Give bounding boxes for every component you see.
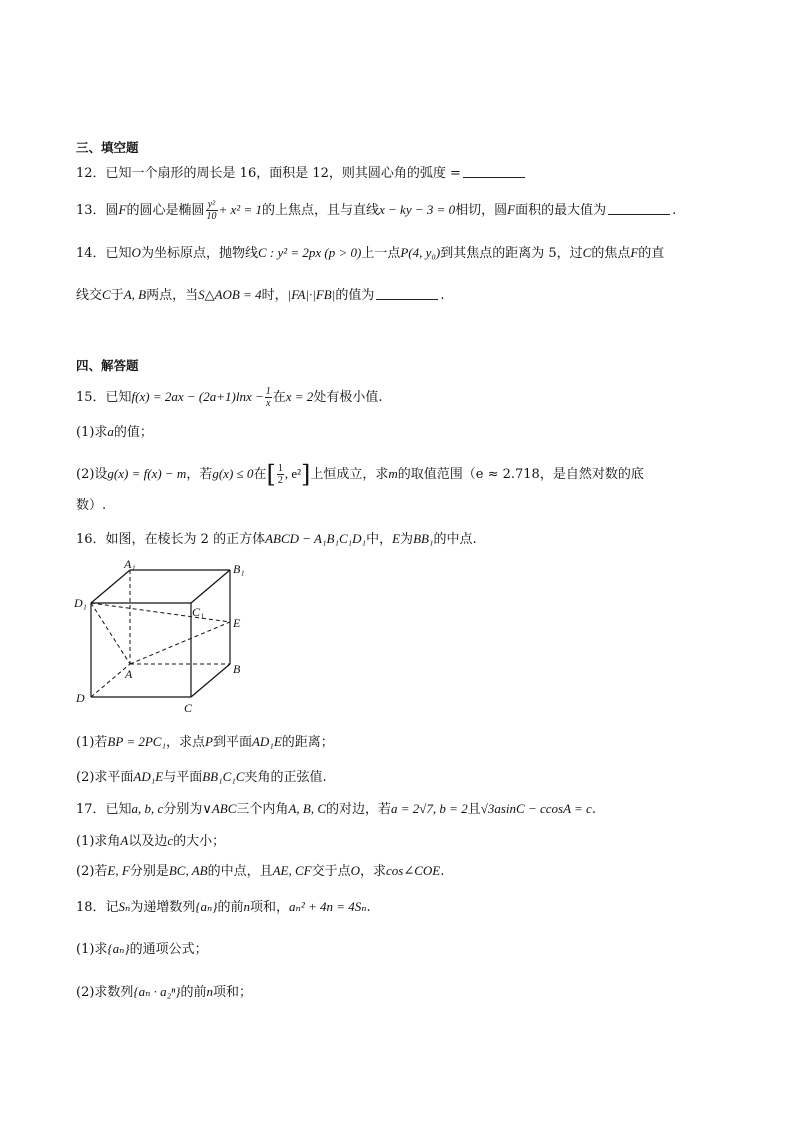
- left-bracket-icon: [: [266, 460, 276, 489]
- q17-end: .: [591, 802, 596, 817]
- q14-var-C2: C: [102, 287, 111, 302]
- q17-p1-prefix: (1)求角: [76, 834, 121, 849]
- right-bracket-icon: ]: [300, 460, 311, 489]
- edge-D1A1: [91, 570, 130, 603]
- q14-mid5: 的直: [638, 246, 665, 261]
- question-17-part1: [76, 832, 225, 851]
- question-15-part2-line2: 数）.: [76, 498, 107, 513]
- q13-tail: 面积的最大值为: [515, 203, 607, 218]
- section-title-fill-blank: 三、填空题: [76, 140, 139, 155]
- section-title-answer: 四、解答题: [76, 358, 139, 373]
- q17-triangle: ∨ABC: [202, 801, 237, 816]
- q17-mid3: 的对边，若: [326, 802, 392, 817]
- q17-p1-A: A: [120, 833, 129, 848]
- question-18-part1: [76, 940, 208, 959]
- q15-p2-mid1: ，若: [186, 467, 213, 482]
- label-C: C: [184, 701, 193, 715]
- q14-prefix: 14．已知: [76, 246, 132, 261]
- question-15: [76, 386, 382, 409]
- q16-p2-plane1: AD₁E: [133, 769, 164, 784]
- q17-p1-tail: 的大小；: [173, 834, 226, 849]
- q18-p1-prefix: (1)求: [76, 942, 108, 957]
- question-16: [76, 530, 477, 549]
- q14-var-F: F: [630, 245, 639, 260]
- question-14-line2: [76, 286, 444, 305]
- q17-p2-O: O: [350, 863, 361, 878]
- q14-area: S△AOB = 4: [198, 287, 262, 302]
- q16-p1-mid2: 到平面: [212, 735, 252, 750]
- q14-mid1: 为坐标原点，抛物线: [140, 246, 258, 261]
- q16-mid2: 为: [400, 532, 414, 547]
- q18-p1-tail: 的通项公式；: [129, 942, 208, 957]
- q17-prefix: 17．已知: [76, 802, 132, 817]
- question-15-part2: [76, 460, 644, 489]
- segment-AE: [130, 622, 230, 664]
- q14-point-P: P(4, y₀): [400, 245, 441, 260]
- question-15-part1: [76, 423, 153, 442]
- q18-p2-n: n: [206, 984, 213, 999]
- q18-seq: {aₙ}: [195, 899, 218, 914]
- q16-var-E: E: [392, 531, 401, 546]
- q13-frac-num: y²: [206, 199, 218, 211]
- q15-p2-m: m: [388, 466, 398, 481]
- q15-p2-prefix: (2)设: [76, 467, 108, 482]
- q13-line-eq: x − ky − 3 = 0: [379, 202, 456, 217]
- q16-p2-tail: 夹角的正弦值.: [244, 770, 327, 785]
- q17-p2-mid3: 交于点: [311, 864, 351, 879]
- q18-end: .: [366, 900, 371, 915]
- q13-mid1: 的圆心是椭圆: [126, 203, 205, 218]
- q17-p2-BCAB: BC, AB: [168, 863, 208, 878]
- q14-mid3: 到其焦点的距离为 5，过: [440, 246, 583, 261]
- q14-parabola: C : y² = 2px (p > 0): [257, 245, 362, 260]
- question-18-part2: [76, 983, 252, 1002]
- q13-mid2: 的上焦点，且与直线: [261, 203, 379, 218]
- label-D1: D₁: [74, 596, 87, 610]
- q15-p2-mid3: 上恒成立，求: [310, 467, 389, 482]
- q16-p1-vector-eq: BP = 2PC₁: [107, 734, 166, 749]
- q16-cube-name: ABCD − A₁B₁C₁D₁: [265, 531, 367, 546]
- q14-mid6: 于: [110, 288, 124, 303]
- q17-p2-mid4: ，求: [360, 864, 387, 879]
- q18-Sn: Sₙ: [118, 899, 131, 914]
- q15-tail: 处有极小值.: [313, 390, 383, 405]
- q18-p2-mid: 的前: [180, 985, 207, 1000]
- q15-function: f(x) = 2ax − (2a+1)lnx −: [131, 389, 264, 404]
- q17-condition: a = 2√7, b = 2: [391, 801, 468, 816]
- q14-mid8: 时，: [261, 288, 288, 303]
- q17-p2-cos: cos∠COE: [386, 863, 441, 878]
- question-17-part2: [76, 862, 444, 881]
- q18-mid2: 的前: [217, 900, 244, 915]
- edge-C1B1: [191, 570, 230, 603]
- q16-tail: 的中点.: [433, 532, 477, 547]
- q17-p2-AECF: AE, CF: [272, 863, 312, 878]
- label-D: D: [76, 691, 85, 705]
- question-13: [76, 199, 676, 222]
- answer-blank-13[interactable]: [608, 202, 670, 215]
- q17-p2-prefix: (2)若: [76, 864, 108, 879]
- question-14-line1: [76, 244, 664, 263]
- label-A1: A₁: [124, 560, 136, 571]
- q15-prefix: 15．已知: [76, 390, 132, 405]
- q14-line2-prefix: 线交: [76, 288, 103, 303]
- segment-D1A: [91, 603, 130, 664]
- q14-product: |FA|·|FB|: [287, 287, 336, 302]
- q13-end: .: [672, 203, 677, 218]
- q16-p2-prefix: (2)求平面: [76, 770, 134, 785]
- q18-mid1: 为递增数列: [130, 900, 196, 915]
- q16-edge-BB1: BB₁: [413, 531, 434, 546]
- q15-p2-int-den: 2: [277, 475, 283, 486]
- q17-sides: a, b, c: [131, 801, 164, 816]
- q17-p2-end: .: [440, 864, 445, 879]
- q18-p1-seq: {aₙ}: [107, 941, 130, 956]
- q15-p2-g: g(x) = f(x) − m: [107, 466, 187, 481]
- q15-condition: x = 2: [285, 389, 314, 404]
- q15-p2-ineq: g(x) ≤ 0: [212, 466, 254, 481]
- q18-p2-seq: {aₙ · a₂ⁿ}: [133, 984, 181, 999]
- q18-mid3: 项和，: [250, 900, 290, 915]
- q16-p1-tail: 的距离；: [281, 735, 334, 750]
- q15-p2-mid2: 在: [253, 467, 267, 482]
- q17-angles: A, B, C: [288, 801, 326, 816]
- q14-mid2: 上一点: [361, 246, 401, 261]
- q17-p2-mid2: 的中点，且: [207, 864, 273, 879]
- q12-text: 12．已知一个扇形的周长是 16，面积是 12，则其圆心角的弧度 =: [76, 166, 461, 181]
- question-16-part1: [76, 733, 334, 752]
- q17-mid2: 三个内角: [236, 802, 289, 817]
- q13-frac-den: 10: [206, 211, 217, 222]
- q14-mid7: 两点，当: [146, 288, 199, 303]
- segment-D1E: [91, 603, 230, 622]
- q18-p2-prefix: (2)求数列: [76, 985, 134, 1000]
- question-17: [76, 800, 596, 819]
- answer-blank-12[interactable]: [463, 165, 525, 178]
- q15-p2-interval-fraction: [277, 463, 284, 486]
- q18-equation: aₙ² + 4n = 4Sₙ: [289, 899, 367, 914]
- label-B1: B₁: [233, 562, 245, 576]
- label-B: B: [233, 662, 241, 676]
- q18-n: n: [243, 899, 251, 914]
- label-A: A: [125, 667, 133, 681]
- q15-p1-tail: 的值；: [113, 425, 153, 440]
- q15-frac-num: 1: [265, 386, 271, 397]
- q14-end: .: [440, 288, 445, 303]
- q16-p1-plane: AD₁E: [251, 734, 282, 749]
- q15-fraction: [265, 386, 272, 409]
- q13-prefix: 13．圆: [76, 203, 119, 218]
- q17-mid1: 分别为: [163, 802, 203, 817]
- edge-CB: [191, 664, 230, 697]
- q16-mid: 中，: [366, 532, 393, 547]
- q15-frac-den: x: [266, 398, 271, 409]
- q14-var-O: O: [131, 245, 141, 260]
- q13-mid3: 相切，圆: [455, 203, 508, 218]
- question-16-part2: [76, 768, 327, 787]
- q16-p2-mid: 与平面: [163, 770, 203, 785]
- q17-mid4: 且: [467, 802, 481, 817]
- q17-p2-EF: E, F: [107, 863, 130, 878]
- q15-p2-int-tail: , e²: [284, 466, 301, 481]
- q14-tail: 的值为: [335, 288, 375, 303]
- q16-p2-plane2: BB₁C₁C: [202, 769, 245, 784]
- q13-ellipse-fraction: [206, 199, 218, 222]
- q15-mid: 在: [272, 390, 286, 405]
- q17-p1-c: c: [167, 833, 174, 848]
- q17-p1-mid: 以及边: [128, 834, 168, 849]
- q15-p2-int-num: 1: [277, 463, 283, 474]
- q15-p1-var: a: [107, 424, 114, 439]
- q13-var-F: F: [118, 202, 127, 217]
- question-12: [76, 165, 527, 183]
- q13-ellipse-tail: + x² = 1: [218, 202, 262, 217]
- q16-p1-P: P: [205, 734, 213, 749]
- label-E: E: [233, 616, 241, 630]
- question-18: [76, 898, 371, 917]
- q14-points-AB: A, B: [123, 287, 147, 302]
- q17-p2-mid1: 分别是: [129, 864, 169, 879]
- q13-var-F2: F: [507, 202, 516, 217]
- q18-p2-tail: 项和；: [212, 985, 252, 1000]
- label-C1: C₁: [192, 605, 205, 619]
- q15-p2-tail: 的取值范围（e ≈ 2.718，是自然对数的底: [397, 467, 644, 482]
- q17-equation: √3asinC − ccosA = c: [480, 801, 592, 816]
- q16-p1-mid: ，求点: [165, 735, 205, 750]
- cube-diagram: [74, 560, 254, 715]
- q15-p1-prefix: (1)求: [76, 425, 108, 440]
- answer-blank-14[interactable]: [376, 287, 438, 300]
- q14-mid4: 的焦点: [591, 246, 631, 261]
- q14-var-C: C: [582, 245, 592, 260]
- q16-p1-prefix: (1)若: [76, 735, 108, 750]
- q18-prefix: 18．记: [76, 900, 119, 915]
- q16-prefix: 16．如图，在棱长为 2 的正方体: [76, 532, 266, 547]
